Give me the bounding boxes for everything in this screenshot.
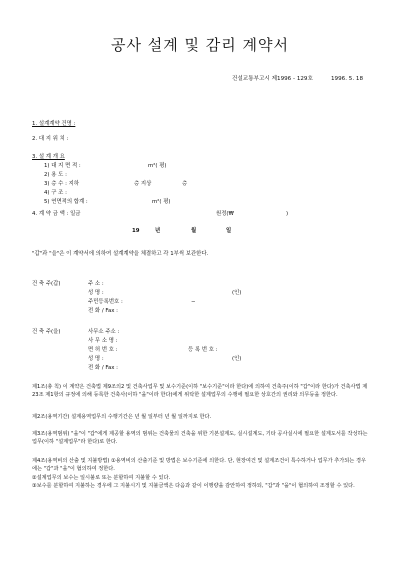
use-label: 2) 용 도 : bbox=[44, 172, 67, 178]
party-b-reg-label: 등 록 번 호 : bbox=[188, 347, 218, 353]
floors-unit: 층 bbox=[182, 181, 188, 187]
article-4-clause-3: ③보수를 분할하여 지불하는 경우에 그 지불시기 및 지불금액은 다음과 같이 이행량을 감안하여 정하되, "갑"과 "을"이 협의하여 조정할 수 있다. bbox=[32, 483, 355, 489]
party-a-seal: (인) bbox=[232, 290, 242, 296]
date-year: 19 bbox=[132, 228, 140, 234]
party-b-name-label: 성 명 : bbox=[88, 356, 104, 362]
party-a-rrn-dash: − bbox=[191, 299, 196, 305]
party-a-address-label: 주 소 : bbox=[88, 281, 104, 287]
contract-name-label: 1. 설계계약 건명 : bbox=[32, 121, 76, 127]
floors-label: 3) 층 수 : 지하 bbox=[44, 181, 80, 187]
party-a-label: 건 축 주(갑) bbox=[32, 281, 61, 287]
notice-date: 1996. 5. 18 bbox=[331, 76, 364, 82]
party-b-tel-label: 전 화 / Fax : bbox=[88, 365, 118, 371]
site-location-label: 2. 대 지 위 치 : bbox=[32, 136, 69, 142]
party-b-license-label: 면 허 번 호 : bbox=[88, 347, 118, 353]
notice-number: 건설교통부고시 제1996 - 129호 bbox=[232, 76, 313, 82]
document-title: 공사 설계 및 감리 계약서 bbox=[111, 36, 289, 54]
total-floor-area-unit: m²( 평) bbox=[152, 199, 171, 205]
party-a-name-label: 성 명 : bbox=[88, 290, 104, 296]
date-year-label: 년 bbox=[155, 228, 161, 234]
design-overview-label: 3. 설 계 개 요 bbox=[32, 154, 65, 160]
article-1: 제1조(총 칙) 이 계약은 건축법 제9조의2 및 건축사업무 및 보수기준(이하 "보수기준"이라 한다)에 의하여 건축주(이하 "갑"이라 한다)가 건축사법 제23조 제1항의 규정에 의해 등록한 건축사(이하 "을"이라 한다)에게 위탁한 설계업무의 수행에 필요한 상호간의 권리와 의무등을 정한다. bbox=[32, 384, 368, 399]
structure-label: 4) 구 조 : bbox=[44, 190, 67, 196]
party-b-label: 건 축 주(을) bbox=[32, 329, 61, 335]
contract-amount-label: 4. 계 약 금 액 : 일금 bbox=[32, 211, 81, 217]
article-4-clause-2: ②설계업무의 보수는 일시불로 또는 분할하여 지불할 수 있다. bbox=[32, 475, 171, 481]
site-area-unit: m²( 평) bbox=[148, 163, 167, 169]
article-4: 제4조(용역비의 산출 및 지불방법) ①용역비의 산출기준 및 방법은 보수기준에 의한다. 단, 현장여건 및 설계조건이 특수하거나 업무가 추가되는 경우에는 "갑"과 "을"이 협의하여 정한다. bbox=[32, 458, 366, 473]
party-a-tel-label: 전 화 / Fax : bbox=[88, 308, 118, 314]
party-b-office-name-label: 사 무 소 명 : bbox=[88, 338, 118, 344]
site-area-label: 1) 대 지 면 적 : bbox=[44, 163, 81, 169]
date-day-label: 일 bbox=[226, 228, 232, 234]
date-month-label: 월 bbox=[191, 228, 197, 234]
party-b-office-address-label: 사무소 주소 : bbox=[88, 329, 120, 335]
contract-amount-close: ) bbox=[286, 211, 289, 217]
party-a-rrn-label: 주민등록번호 : bbox=[88, 299, 123, 305]
contract-amount-won: 원정(₩ bbox=[216, 211, 234, 217]
article-3: 제3조(용역범위) "을"이 "갑"에게 제공할 용역의 범위는 건축물의 건축을 위한 기본설계도, 실시설계도, 기타 공사실시에 필요한 설계도서를 작성하는 업무(이하 "설계업무"라 한다)로 한다. bbox=[32, 431, 368, 446]
floors-above-label: 층 지상 bbox=[134, 181, 152, 187]
total-floor-area-label: 5) 연면적의 합계 : bbox=[44, 199, 88, 205]
intro-sentence: "갑"과 "을"은 이 계약서에 의하여 설계계약을 체결하고 각 1부씩 보관한다. bbox=[32, 251, 209, 257]
article-2: 제2조(용역기간) 설계용역업무의 수행기간은 년 월 일부터 년 월 일까지로 한다. bbox=[32, 414, 212, 420]
party-b-seal: (인) bbox=[232, 356, 242, 362]
